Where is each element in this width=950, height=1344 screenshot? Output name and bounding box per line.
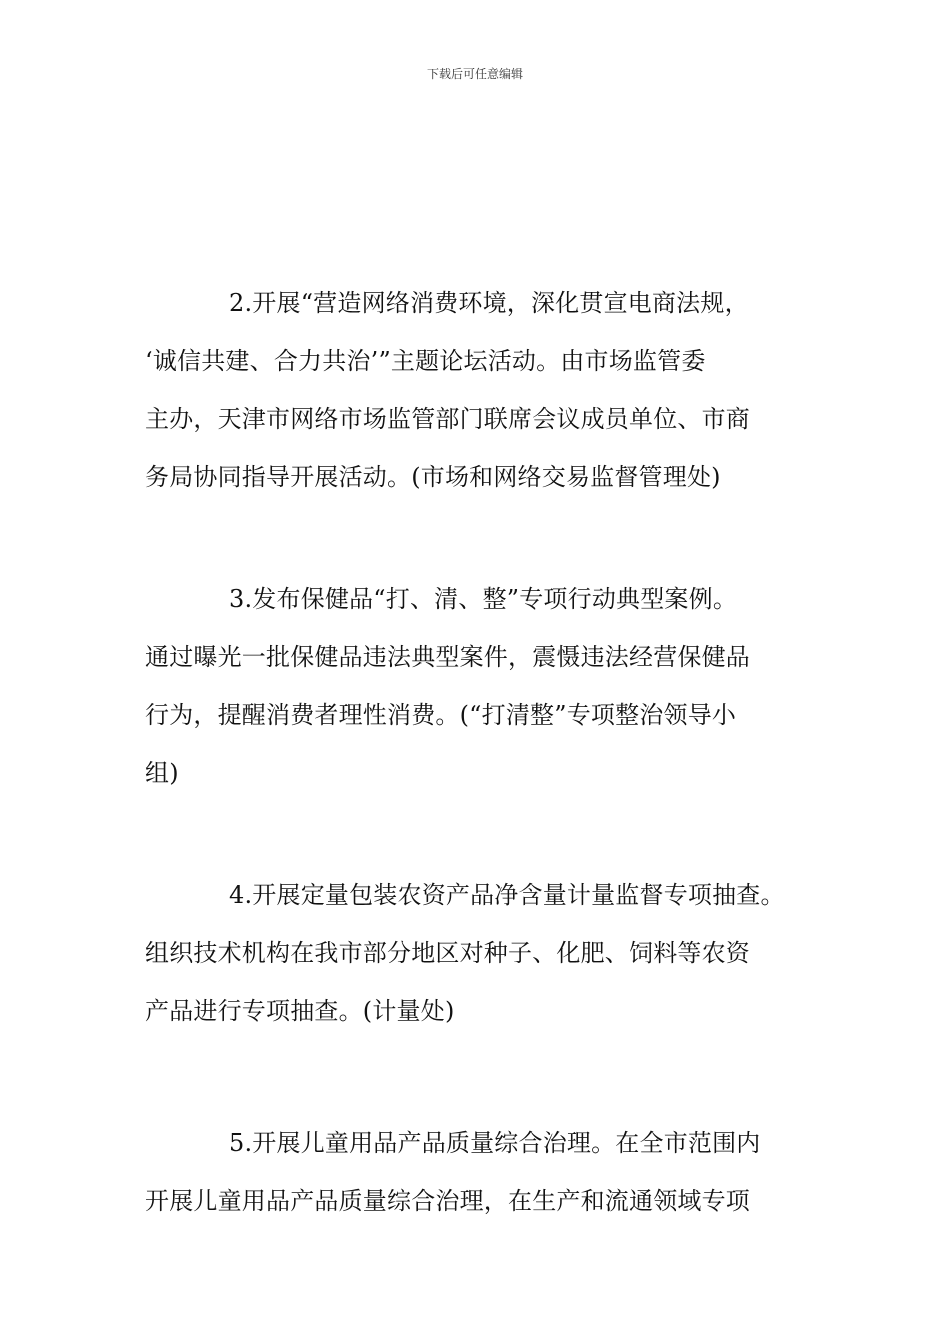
paragraph-item-2 [145,274,825,506]
paragraph-line: 组织技术机构在我市部分地区对种子、化肥、饲料等农资 [145,939,750,967]
paragraph-item-5 [145,1114,825,1230]
paragraph-item-3 [145,570,825,802]
paragraph-line: 通过曝光一批保健品违法典型案件，震慑违法经营保健品 [145,643,750,671]
paragraph-line: 4.开展定量包装农资产品净含量计量监督专项抽查。 [229,881,785,909]
paragraph-item-4 [145,866,825,1040]
paragraph-line: 组) [145,759,179,787]
paragraph-line: 主办，天津市网络市场监管部门联席会议成员单位、市商 [145,405,750,433]
paragraph-line: 5.开展儿童用品产品质量综合治理。在全市范围内 [229,1129,761,1157]
paragraph-line: 2.开展“营造网络消费环境，深化贯宣电商法规， [229,289,749,317]
paragraph-line: ‘诚信共建、合力共治’”主题论坛活动。由市场监管委 [145,347,706,375]
page-header: 下载后可任意编辑 [426,67,523,81]
paragraph-line: 行为，提醒消费者理性消费。(“打清整”专项整治领导小 [145,701,737,729]
paragraph-line: 3.发布保健品“打、清、整”专项行动典型案例。 [229,585,738,613]
paragraph-line: 务局协同指导开展活动。(市场和网络交易监督管理处) [145,463,721,491]
paragraph-line: 开展儿童用品产品质量综合治理，在生产和流通领域专项 [145,1187,750,1215]
paragraph-line: 产品进行专项抽查。(计量处) [145,997,455,1025]
